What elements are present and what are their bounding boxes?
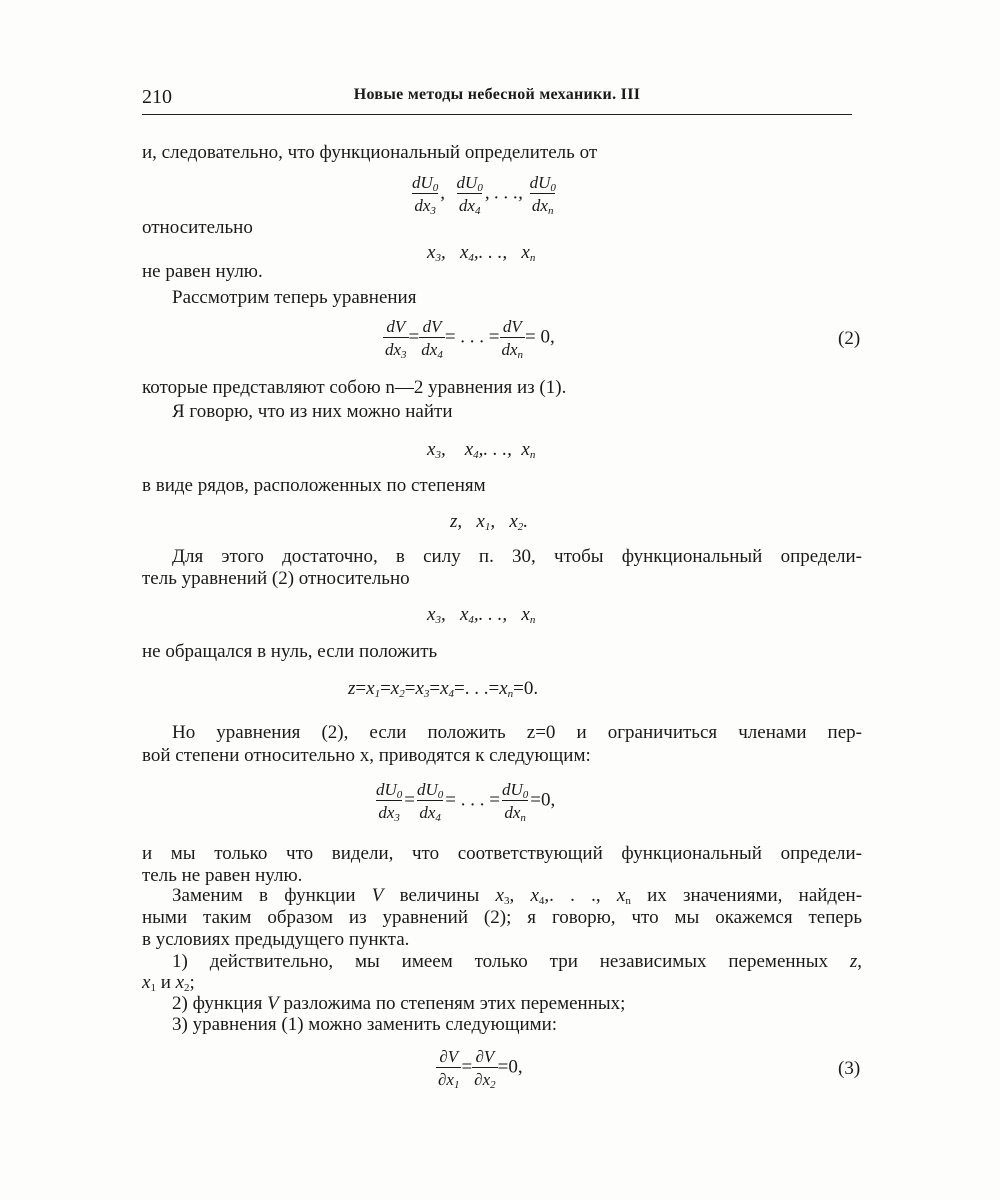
page-number: 210 — [142, 86, 172, 108]
paragraph-14: 2) функция V разложима по степеням этих переменных; — [172, 993, 626, 1014]
equation-e8: $\frac{dU_0}{dx_3}$ = $\frac{dU_0}{dx_4}$ = . . . = $dU_0$ $dx_n$ =0, — [376, 780, 556, 824]
page-header — [142, 86, 852, 115]
paragraph-12b: ными таким образом из уравнений (2); я говорю, что мы окажемся теперь — [142, 907, 862, 928]
paragraph-2: относительно — [142, 217, 253, 238]
paragraph-7: в виде рядов, расположенных по степеням — [142, 475, 486, 496]
paragraph-10a: Но уравнения (2), если положить z=0 и ограничиться членами пер- — [172, 722, 862, 743]
paragraph-15: 3) уравнения (1) можно заменить следующими: — [172, 1014, 558, 1035]
paragraph-12a: Заменим в функции V величины $x_3$, $x_4$,. . ., $x_n$ их значениями, найден- — [172, 885, 863, 907]
equation-e2: $x_3$, $x_4$,. . ., $x_n$ — [427, 242, 536, 264]
paragraph-5: которые представляют собою n—2 уравнения из (1). — [142, 377, 567, 398]
equation-e4: $x_3$, $x_4$,. . ., $x_n$ — [427, 439, 536, 461]
paragraph-8b: тель уравнений (2) относительно — [142, 568, 410, 589]
equation-number-3: (3) — [838, 1058, 861, 1079]
equation-e1: $\frac{dU_0}{dx_3}$ , $\frac{dU_0}{dx_4}$ , . . ., $dU_0$ $dx_n$ — [412, 173, 556, 217]
paragraph-3: не равен нулю. — [142, 261, 263, 282]
equation-e7: $z=x_1=x_2=x_3=x_4=$. . $.=x_n=0$. — [348, 678, 539, 700]
paragraph-13b: $x_1$ и $x_2$; — [142, 972, 195, 994]
paragraph-9: не обращался в нуль, если положить — [142, 641, 438, 662]
paragraph-11b: тель не равен нулю. — [142, 865, 303, 886]
paragraph-6: Я говорю, что из них можно найти — [172, 401, 453, 422]
equation-e9: $\frac{\partial V}{\partial x_1}$ = $\frac{\partial V}{\partial x_2}$ =0, — [438, 1047, 523, 1091]
paragraph-4: Рассмотрим теперь уравнения — [172, 287, 417, 308]
paragraph-13a: 1) действительно, мы имеем только три независимых переменных z, — [172, 951, 862, 972]
running-title: Новые методы небесной механики. III — [353, 86, 641, 103]
equation-e5: z, $x_1$, $x_2$. — [450, 511, 529, 533]
paragraph-10b: вой степени относительно x, приводятся к следующим: — [142, 745, 591, 766]
paragraph-1: и, следовательно, что функциональный определитель от — [142, 142, 598, 163]
paragraph-12c: в условиях предыдущего пункта. — [142, 929, 410, 950]
paragraph-11a: и мы только что видели, что соответствующий функциональный определи- — [142, 843, 862, 864]
equation-e3: $\frac{dV}{dx_3}$ = $\frac{dV}{dx_4}$ = . . . = dV $dx_n$ = 0, — [385, 317, 555, 361]
paragraph-8a: Для этого достаточно, в силу п. 30, чтобы функциональный определи- — [172, 546, 862, 567]
equation-e6: $x_3$, $x_4$,. . ., $x_n$ — [427, 604, 536, 626]
equation-number-2: (2) — [838, 328, 861, 349]
